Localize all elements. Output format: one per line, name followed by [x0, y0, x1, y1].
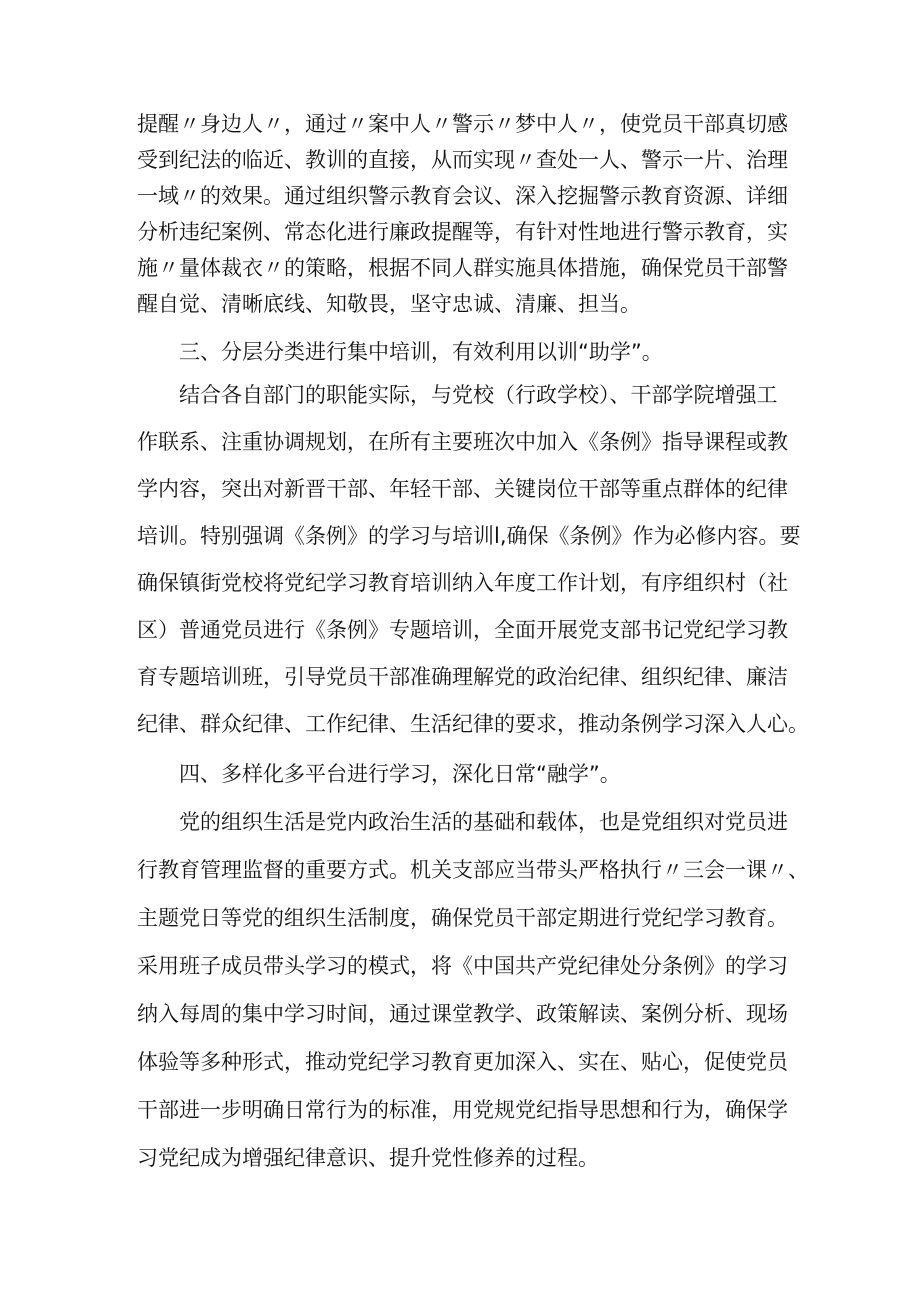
paragraph-line: 行教育管理监督的重要方式。机关支部应当带头严格执行〃三会一课〃、 [137, 858, 809, 882]
paragraph-line: 采用班子成员带头学习的模式，将《中国共产党纪律处分条例》的学习 [137, 954, 788, 978]
paragraph-line: 培训。特别强调《条例》的学习与培训l,确保《条例》作为必修内容。要 [137, 524, 801, 548]
paragraph-line: 作联系、注重协调规划，在所有主要班次中加入《条例》指导课程或教 [137, 430, 788, 454]
paragraph-line: 主题党日等党的组织生活制度，确保党员干部定期进行党纪学习教育。 [137, 906, 788, 930]
paragraph-line: 施〃量体裁衣〃的策略，根据不同人群实施具体措施，确保党员干部警 [137, 256, 788, 280]
paragraph-line: 醒自觉、清晰底线、知敬畏，坚守忠诚、清廉、担当。 [137, 292, 641, 316]
paragraph-line: 学内容，突出对新晋干部、年轻干部、关键岗位干部等重点群体的纪律 [137, 477, 788, 501]
section-heading-3: 三、分层分类进行集中培训，有效利用以训“助学”。 [179, 340, 663, 364]
paragraph-line: 确保镇街党校将党纪学习教育培训纳入年度工作计划，有序组织村（社 [137, 571, 788, 595]
paragraph-line: 区）普通党员进行《条例》专题培训，全面开展党支部书记党纪学习教 [137, 618, 788, 642]
paragraph-line: 纪律、群众纪律、工作纪律、生活纪律的要求，推动条例学习深入人心。 [137, 712, 809, 736]
paragraph-line: 干部进一步明确日常行为的标准，用党规党纪指导思想和行为，确保学 [137, 1098, 788, 1122]
paragraph-line: 纳入每周的集中学习时间，通过课堂教学、政策解读、案例分析、现场 [137, 1002, 788, 1026]
paragraph-line: 党的组织生活是党内政治生活的基础和载体，也是党组织对党员进 [179, 810, 788, 834]
paragraph-line: 习党纪成为增强纪律意识、提升党性修养的过程。 [137, 1146, 599, 1170]
paragraph-line: 结合各自部门的职能实际，与党校（行政学校）、干部学院增强工 [179, 383, 778, 407]
paragraph-line: 受到纪法的临近、教训的直接，从而实现〃查处一人、警示一片、治理 [137, 148, 788, 172]
paragraph-line: 育专题培训班，引导党员干部准确理解党的政治纪律、组织纪律、廉洁 [137, 665, 788, 689]
section-heading-4: 四、多样化多平台进行学习，深化日常“融学”。 [179, 762, 621, 786]
paragraph-line: 提醒〃身边人〃，通过〃案中人〃警示〃梦中人〃，使党员干部真切感 [137, 112, 788, 136]
paragraph-line: 分析违纪案例、常态化进行廉政提醒等，有针对性地进行警示教育，实 [137, 220, 788, 244]
paragraph-line: 体验等多种形式，推动党纪学习教育更加深入、实在、贴心，促使党员 [137, 1050, 788, 1074]
paragraph-line: 一域〃的效果。通过组织警示教育会议、深入挖掘警示教育资源、详细 [137, 184, 788, 208]
